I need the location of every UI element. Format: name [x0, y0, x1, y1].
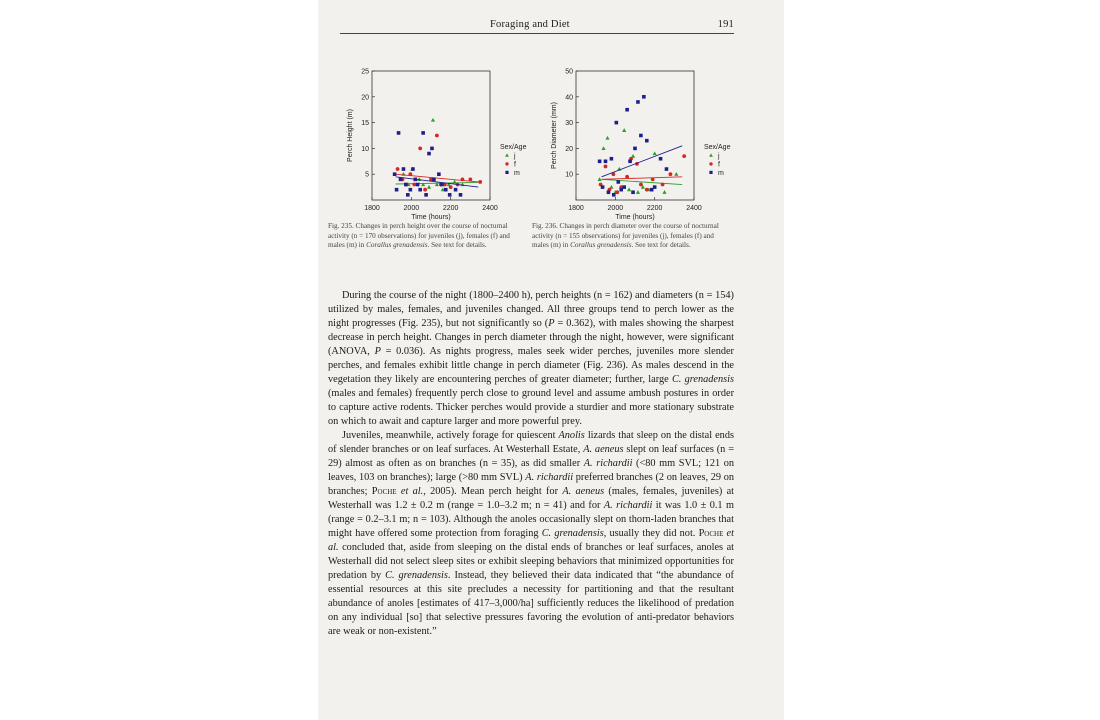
chart0-point-j — [417, 177, 421, 181]
chart1-trend-f — [602, 177, 683, 180]
chart1-ytick-label: 40 — [565, 94, 573, 102]
chart1-point-m — [616, 180, 620, 184]
chart1-point-f — [645, 188, 649, 192]
chart0-legend-entry-f: f — [514, 161, 516, 169]
chart0-point-m — [395, 188, 399, 192]
chart1-legend-marker-j — [709, 153, 713, 156]
body-text — [328, 289, 734, 639]
chart0-point-m — [440, 183, 444, 187]
running-head-title: Foraging and Diet — [490, 19, 570, 30]
chart1-point-j — [605, 136, 609, 140]
chart0-xtick-label: 2200 — [442, 205, 459, 212]
chart1-y-axis-label: Perch Diameter (mm) — [551, 102, 558, 169]
chart0-point-f — [435, 134, 439, 138]
chart1-trend-m — [602, 146, 683, 177]
chart0-ytick-label: 15 — [361, 120, 369, 128]
chart1-ytick-label: 30 — [565, 120, 573, 128]
chart0-point-m — [397, 131, 401, 135]
chart1-legend-marker-m — [709, 171, 712, 174]
chart0-point-f — [478, 180, 482, 184]
chart0-point-f — [423, 188, 427, 192]
chart0-point-m — [393, 172, 397, 176]
chart1-point-m — [607, 190, 611, 194]
chart0-point-m — [402, 167, 406, 171]
chart0-point-m — [444, 188, 448, 192]
chart0-legend-marker-f — [505, 162, 508, 165]
chart1-point-j — [653, 151, 657, 155]
chart0-point-m — [418, 188, 422, 192]
chart0-legend-entry-m: m — [514, 170, 520, 177]
chart1-xtick-label: 2200 — [646, 205, 663, 212]
paragraph-2: Juveniles, meanwhile, actively forage for quiescent Anolis lizards that sleep on the distal ends of slender branches or on leaf surfaces. At Westerhall Estate, A. aeneus slept on leaf surfaces (n = 29) almost as often as on branches (n = 35), as did smaller A. richardii (<80 mm SVL; 121 on leaves, 103 on branches); large (>80 mm SVL) A. richardii preferred branches (2 on leaves, 29 on branches; Poche et al., 2005). Mean perch height for A. aeneus (males, females, juveniles) at Westerhall was 1.2 ± 0.2 m (range = 1.0–3.2 m; n = 41) and for A. richardii it was 1.0 ± 0.1 m (range = 0.2–3.1 m; n = 103). Although the anoles occasionally slept on thorn-laden branches that might have offered some protection from foraging C. grenadensis, usually they did not. Poche et al. concluded that, aside from sleeping on the distal ends of branches or leaf surfaces, anoles at Westerhall did not select sleep sites or exhibit sleeping behaviors that minimized opportunities for predation by C. grenadensis. Instead, they believed their data indicated that “the abundance of essential resources at this site precludes a necessity for partitioning and that the resultant abundance of anoles [estimates of 417–3,000/ha] sufficiently reduces the likelihood of predation on any individual [so] that selective pressures favoring the evolution of anti-predator behaviors are weak or non-existent.” — [328, 430, 735, 637]
chart0-point-m — [427, 152, 431, 156]
chart1-legend-entry-j: j — [718, 153, 720, 160]
chart0-point-m — [437, 172, 441, 176]
chart0-point-m — [404, 183, 408, 187]
chart0-point-m — [430, 147, 434, 151]
chart1-point-m — [615, 121, 619, 125]
chart0-point-f — [396, 167, 400, 171]
chart1-point-j — [674, 172, 678, 176]
chart0-point-m — [411, 167, 415, 171]
chart1-point-f — [604, 165, 608, 169]
chart0-point-m — [399, 178, 403, 182]
chart1-point-m — [610, 157, 614, 161]
paragraph-1: During the course of the night (1800–2400 h), perch heights (n = 162) and diameters (n = 154) utilized by males, females, and juveniles changed. All three groups tend to perch lower as the night progresses (Fig. 235), but not significantly so (P = 0.362), with males showing the sharpest decrease in perch height. Changes in perch diameter through the night, however, were significant (ANOVA, P = 0.036). As nights progress, males seek wider perches, juveniles more slender perches, and females exhibit little change in perch diameter (Fig. 236). As males descend in the vegetation they likely are encountering perches of greater diameter; further, large C. grenadensis (males and females) frequently perch close to ground level and assume ambush postures in order to capture active rodents. Thicker perches would provide a sturdier and more stationary substrate on which to await and capture larger and more powerful prey. — [328, 290, 734, 427]
chart1-point-m — [612, 193, 616, 197]
fig235-chart — [324, 64, 544, 222]
book-page — [318, 0, 784, 720]
chart1-point-j — [622, 128, 626, 132]
chart1-point-f — [682, 154, 686, 158]
chart1-xtick-label: 2000 — [607, 205, 624, 212]
chart0-xtick-label: 2000 — [403, 205, 420, 212]
chart0-xtick-label: 1800 — [364, 205, 380, 212]
chart0-point-j — [427, 185, 431, 189]
chart1-point-m — [631, 190, 635, 194]
chart1-point-m — [645, 139, 649, 143]
header-rule — [340, 33, 734, 34]
chart0-legend-title: Sex/Age — [500, 144, 527, 151]
chart0-point-m — [406, 193, 410, 197]
chart1-legend-entry-m: m — [718, 170, 724, 177]
chart1-point-m — [665, 167, 669, 171]
chart0-point-f — [412, 183, 416, 187]
chart1-xtick-label: 2400 — [686, 205, 702, 212]
chart1-point-j — [598, 177, 602, 181]
chart1-point-m — [642, 95, 646, 99]
chart1-legend-title: Sex/Age — [704, 144, 731, 151]
chart0-point-m — [448, 193, 452, 197]
chart1-point-m — [659, 157, 663, 161]
chart0-point-m — [459, 193, 463, 197]
chart1-point-m — [604, 160, 608, 164]
chart0-xtick-label: 2400 — [482, 205, 498, 212]
chart0-ytick-label: 10 — [361, 145, 369, 153]
chart1-xtick-label: 1800 — [568, 205, 584, 212]
chart0-y-axis-label: Perch Height (m) — [347, 109, 354, 162]
fig235-caption: Fig. 235. Changes in perch height over the course of nocturnal activity (n = 170 observations) for juveniles (j), females (f) and males (m) in Corallus grenadensis. See text for details. — [328, 222, 510, 250]
chart0-legend-entry-j: j — [514, 153, 516, 160]
chart0-ytick-label: 25 — [361, 68, 369, 76]
chart1-point-m — [653, 185, 657, 189]
chart1-point-m — [598, 160, 602, 164]
chart1-legend-entry-f: f — [718, 161, 720, 169]
chart1-point-j — [662, 190, 666, 194]
chart0-point-m — [409, 188, 413, 192]
chart0-x-axis-label: Time (hours) — [411, 214, 451, 221]
chart0-point-f — [418, 147, 422, 151]
chart0-point-m — [424, 193, 428, 197]
chart0-ytick-label: 20 — [361, 94, 369, 102]
chart0-point-j — [421, 182, 425, 186]
chart1-point-m — [636, 100, 640, 104]
chart1-plot-frame — [576, 71, 694, 200]
chart1-ytick-label: 50 — [565, 68, 573, 76]
chart1-point-m — [622, 185, 626, 189]
chart1-point-m — [639, 134, 643, 138]
chart1-point-f — [661, 183, 665, 187]
chart1-x-axis-label: Time (hours) — [615, 214, 655, 221]
chart0-point-m — [421, 131, 425, 135]
chart0-point-m — [416, 183, 420, 187]
chart0-point-j — [431, 118, 435, 122]
fig236-caption: Fig. 236. Changes in perch diameter over the course of nocturnal activity (n = 155 observations) for juveniles (j), females (f) and males (m) in Corallus grenadensis. See text for details. — [532, 222, 719, 250]
chart1-point-m — [633, 147, 637, 151]
chart0-point-m — [454, 188, 458, 192]
chart1-point-j — [601, 146, 605, 150]
chart1-point-j — [627, 187, 631, 191]
chart1-point-m — [625, 108, 629, 112]
chart1-ytick-label: 10 — [565, 171, 573, 179]
chart1-point-f — [639, 183, 643, 187]
chart0-legend-marker-j — [505, 153, 509, 156]
chart1-legend-marker-f — [709, 162, 712, 165]
page-number: 191 — [717, 19, 734, 30]
chart0-legend-marker-m — [505, 171, 508, 174]
chart1-point-j — [636, 190, 640, 194]
chart1-point-f — [615, 190, 619, 194]
chart1-point-m — [628, 160, 632, 164]
chart0-point-m — [432, 178, 436, 182]
chart0-point-f — [449, 185, 453, 189]
chart1-ytick-label: 20 — [565, 145, 573, 153]
chart1-point-m — [601, 185, 605, 189]
fig236-chart — [528, 64, 758, 222]
chart0-ytick-label: 5 — [365, 171, 369, 179]
chart1-point-f — [669, 172, 673, 176]
